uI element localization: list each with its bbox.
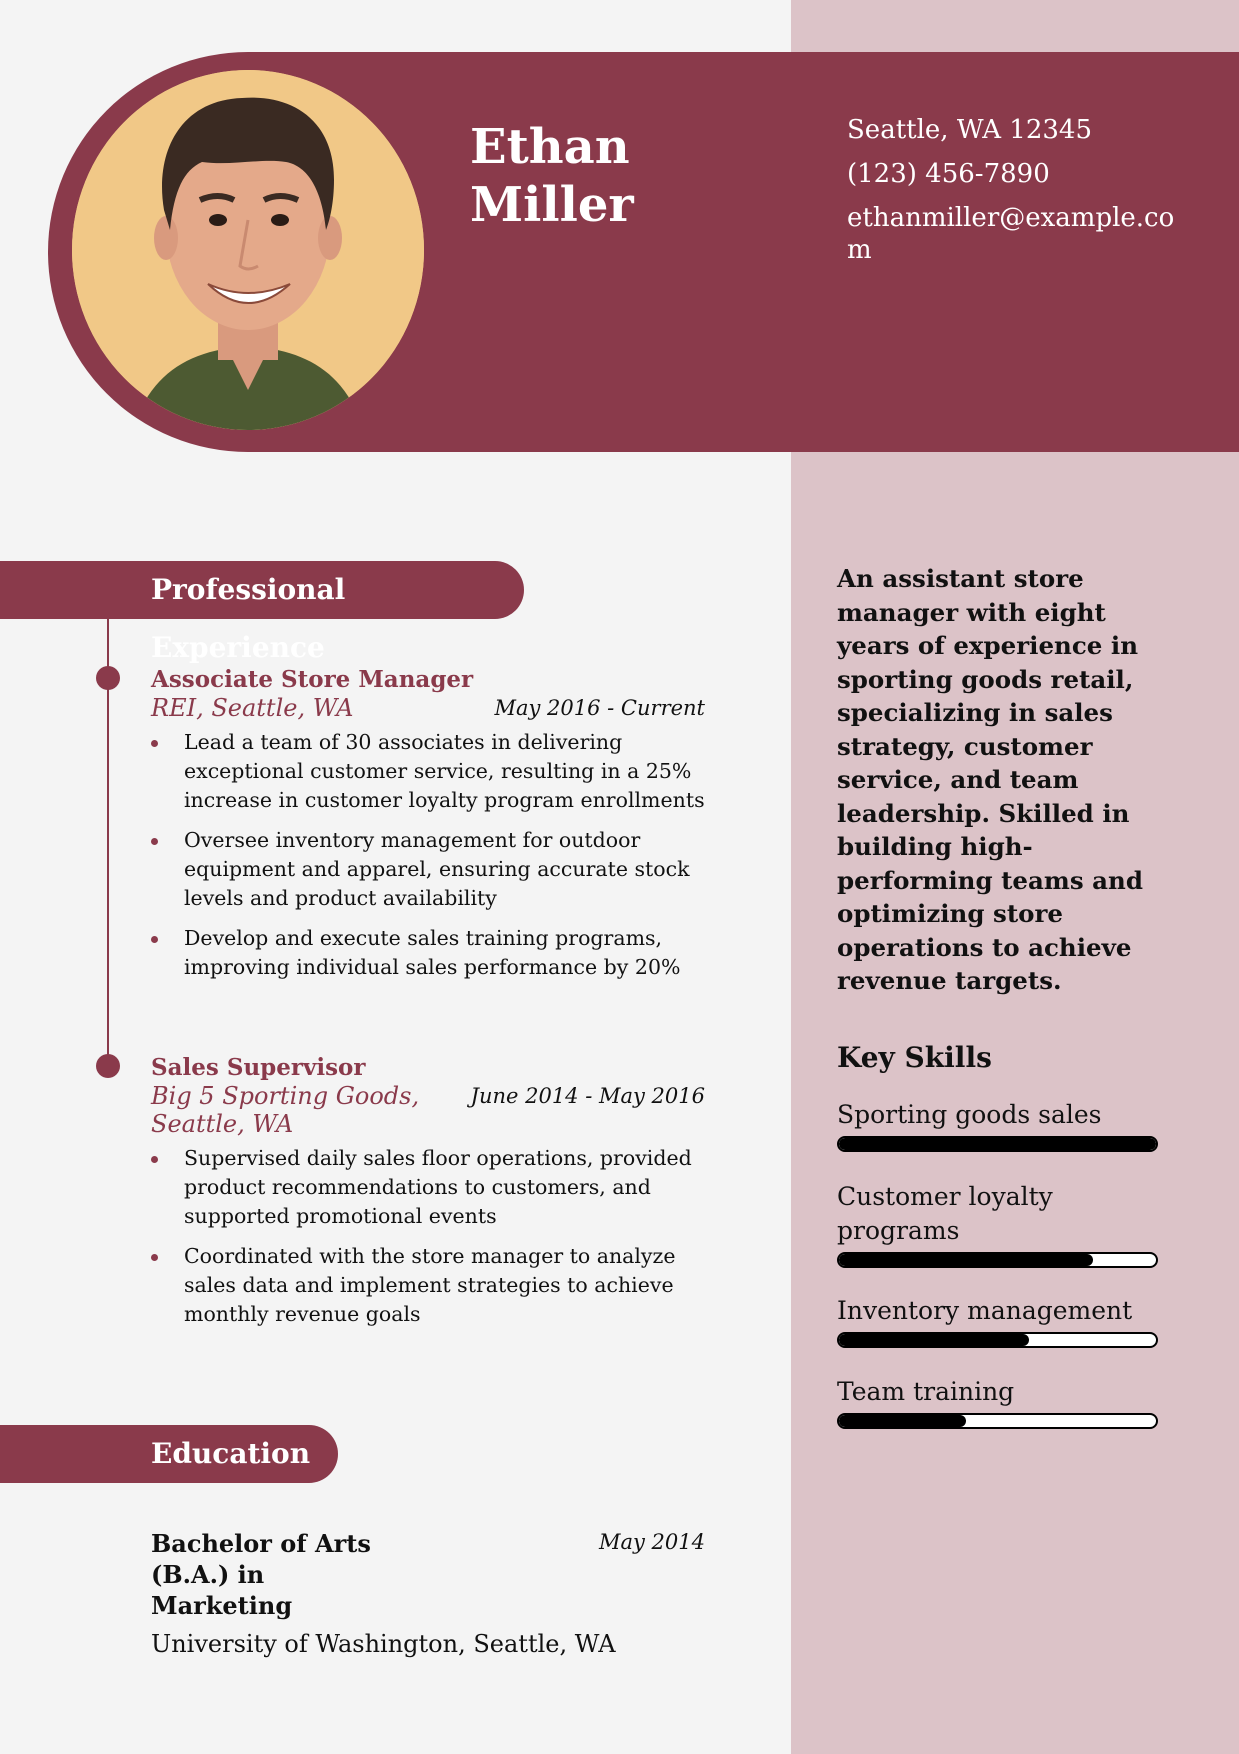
contact-location: Seattle, WA 12345 bbox=[847, 115, 1093, 145]
skill-name: Sporting goods sales bbox=[837, 1100, 1102, 1129]
education-heading: Education bbox=[0, 1425, 338, 1483]
job-meta bbox=[151, 1082, 705, 1138]
skill-level-bar bbox=[837, 1252, 1158, 1268]
skill-level-fill bbox=[839, 1415, 966, 1427]
skill-level-fill bbox=[839, 1254, 1093, 1266]
contact-email[interactable]: ethanmiller@example.com bbox=[847, 203, 1175, 265]
job-entry-2 bbox=[151, 1054, 705, 1340]
job-bullets bbox=[151, 728, 705, 982]
education-school: University of Washington, Seattle, WA bbox=[151, 1630, 616, 1658]
job-bullet: Supervised daily sales floor operations, provided product recommendations to customers, and supported promotional events bbox=[151, 1144, 705, 1231]
skill-name: Inventory management bbox=[837, 1296, 1133, 1325]
job-meta bbox=[151, 694, 705, 722]
education-degree: Bachelor of Arts (B.A.) in Marketing bbox=[151, 1529, 371, 1620]
profile-photo-illustration bbox=[72, 70, 424, 430]
skill-level-bar bbox=[837, 1136, 1158, 1152]
professional-summary: An assistant store manager with eight years of experience in sporting goods retail, specializing in sales strategy, customer service, and team leadership. Skilled in building high-performing teams and optimizing store operations to achieve revenue targets. bbox=[837, 564, 1143, 995]
skill-item bbox=[837, 1375, 1157, 1429]
skill-item bbox=[837, 1180, 1157, 1268]
timeline-dot-job-2 bbox=[96, 1054, 120, 1078]
skill-level-bar bbox=[837, 1413, 1158, 1429]
skills-heading: Key Skills bbox=[837, 1041, 992, 1074]
job-company: REI, Seattle, WA bbox=[151, 694, 354, 722]
skill-item bbox=[837, 1294, 1157, 1348]
job-title: Sales Supervisor bbox=[151, 1054, 366, 1081]
skill-name: Team training bbox=[837, 1377, 1015, 1406]
education-date: May 2014 bbox=[598, 1530, 705, 1554]
skill-level-bar bbox=[837, 1332, 1158, 1348]
contact-phone: (123) 456-7890 bbox=[847, 159, 1050, 189]
job-company: Big 5 Sporting Goods, Seattle, WA bbox=[151, 1082, 420, 1138]
timeline-dot-job-1 bbox=[96, 666, 120, 690]
education-entry bbox=[151, 1528, 705, 1659]
job-bullets bbox=[151, 1144, 705, 1329]
job-title: Associate Store Manager bbox=[151, 666, 474, 693]
skill-name: Customer loyalty programs bbox=[837, 1182, 1053, 1245]
skill-item bbox=[837, 1098, 1157, 1152]
job-entry-1 bbox=[151, 666, 705, 993]
profile-photo bbox=[72, 70, 424, 430]
education-meta bbox=[151, 1528, 705, 1621]
contact-info bbox=[847, 114, 1187, 278]
first-name: Ethan bbox=[470, 119, 630, 175]
skill-level-fill bbox=[839, 1334, 1029, 1346]
job-bullet: Develop and execute sales training programs, improving individual sales performance by 20% bbox=[151, 924, 705, 982]
candidate-name bbox=[470, 118, 634, 234]
experience-heading: Professional Experience bbox=[0, 561, 524, 619]
job-bullet: Coordinated with the store manager to analyze sales data and implement strategies to achieve monthly revenue goals bbox=[151, 1242, 705, 1329]
job-bullet: Lead a team of 30 associates in delivering exceptional customer service, resulting in a 25% increase in customer loyalty program enrollments bbox=[151, 728, 705, 815]
last-name: Miller bbox=[470, 177, 634, 233]
job-dates: June 2014 - May 2016 bbox=[470, 1084, 705, 1108]
skill-level-fill bbox=[839, 1138, 1156, 1150]
job-bullet: Oversee inventory management for outdoor equipment and apparel, ensuring accurate stock levels and product availability bbox=[151, 826, 705, 913]
job-dates: May 2016 - Current bbox=[494, 696, 705, 720]
